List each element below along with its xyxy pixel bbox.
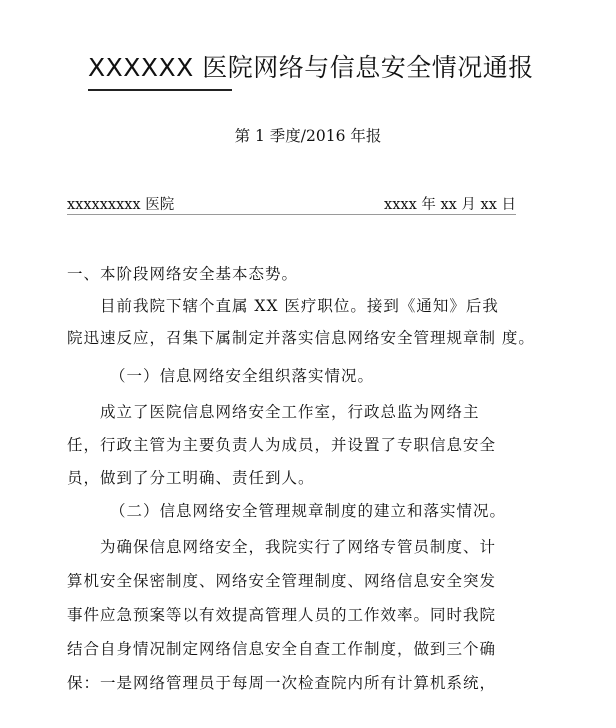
paragraph-line: 为确保信息网络安全，我院实行了网络专管员制度、计 [100,538,497,556]
paragraph-line: 成立了医院信息网络安全工作室，行政总监为网络主 [100,403,480,421]
report-date: xxxx 年 xx 月 xx 日 [384,197,516,213]
paragraph-line: 保：一是网络管理员于每周一次检查院内所有计算机系统， [67,674,497,692]
meta-divider [67,214,516,215]
organization-name: xxxxxxxxx 医院 [67,197,175,213]
paragraph-line: 院迅速反应，召集下属制定并落实信息网络安全管理规章制 度。 [67,329,535,347]
paragraph-line: 算机安全保密制度、网络安全管理制度、网络信息安全突发 [67,572,497,590]
document-title: XXXXXX 医院网络与信息安全情况通报 [88,53,534,82]
title-underline [88,89,232,91]
subsection-heading: （二）信息网络安全管理规章制度的建立和落实情况。 [110,502,507,520]
paragraph-line: 目前我院下辖个直属 XX 医疗职位。接到《通知》后我 [100,297,499,315]
subsection-heading: （一）信息网络安全组织落实情况。 [110,367,375,385]
section-heading: 一、本阶段网络安全基本态势。 [67,265,299,283]
paragraph-line: 任，行政主管为主要负责人为成员，并设置了专职信息安全 [67,436,497,454]
paragraph-line: 员，做到了分工明确、责任到人。 [67,469,315,487]
paragraph-line: 事件应急预案等以有效提高管理人员的工作效率。同时我院 [67,606,497,624]
meta-row [67,193,516,215]
report-period: 第 1 季度/2016 年报 [234,127,382,145]
paragraph-line: 结合自身情况制定网络信息安全自查工作制度，做到三个确 [67,640,497,658]
